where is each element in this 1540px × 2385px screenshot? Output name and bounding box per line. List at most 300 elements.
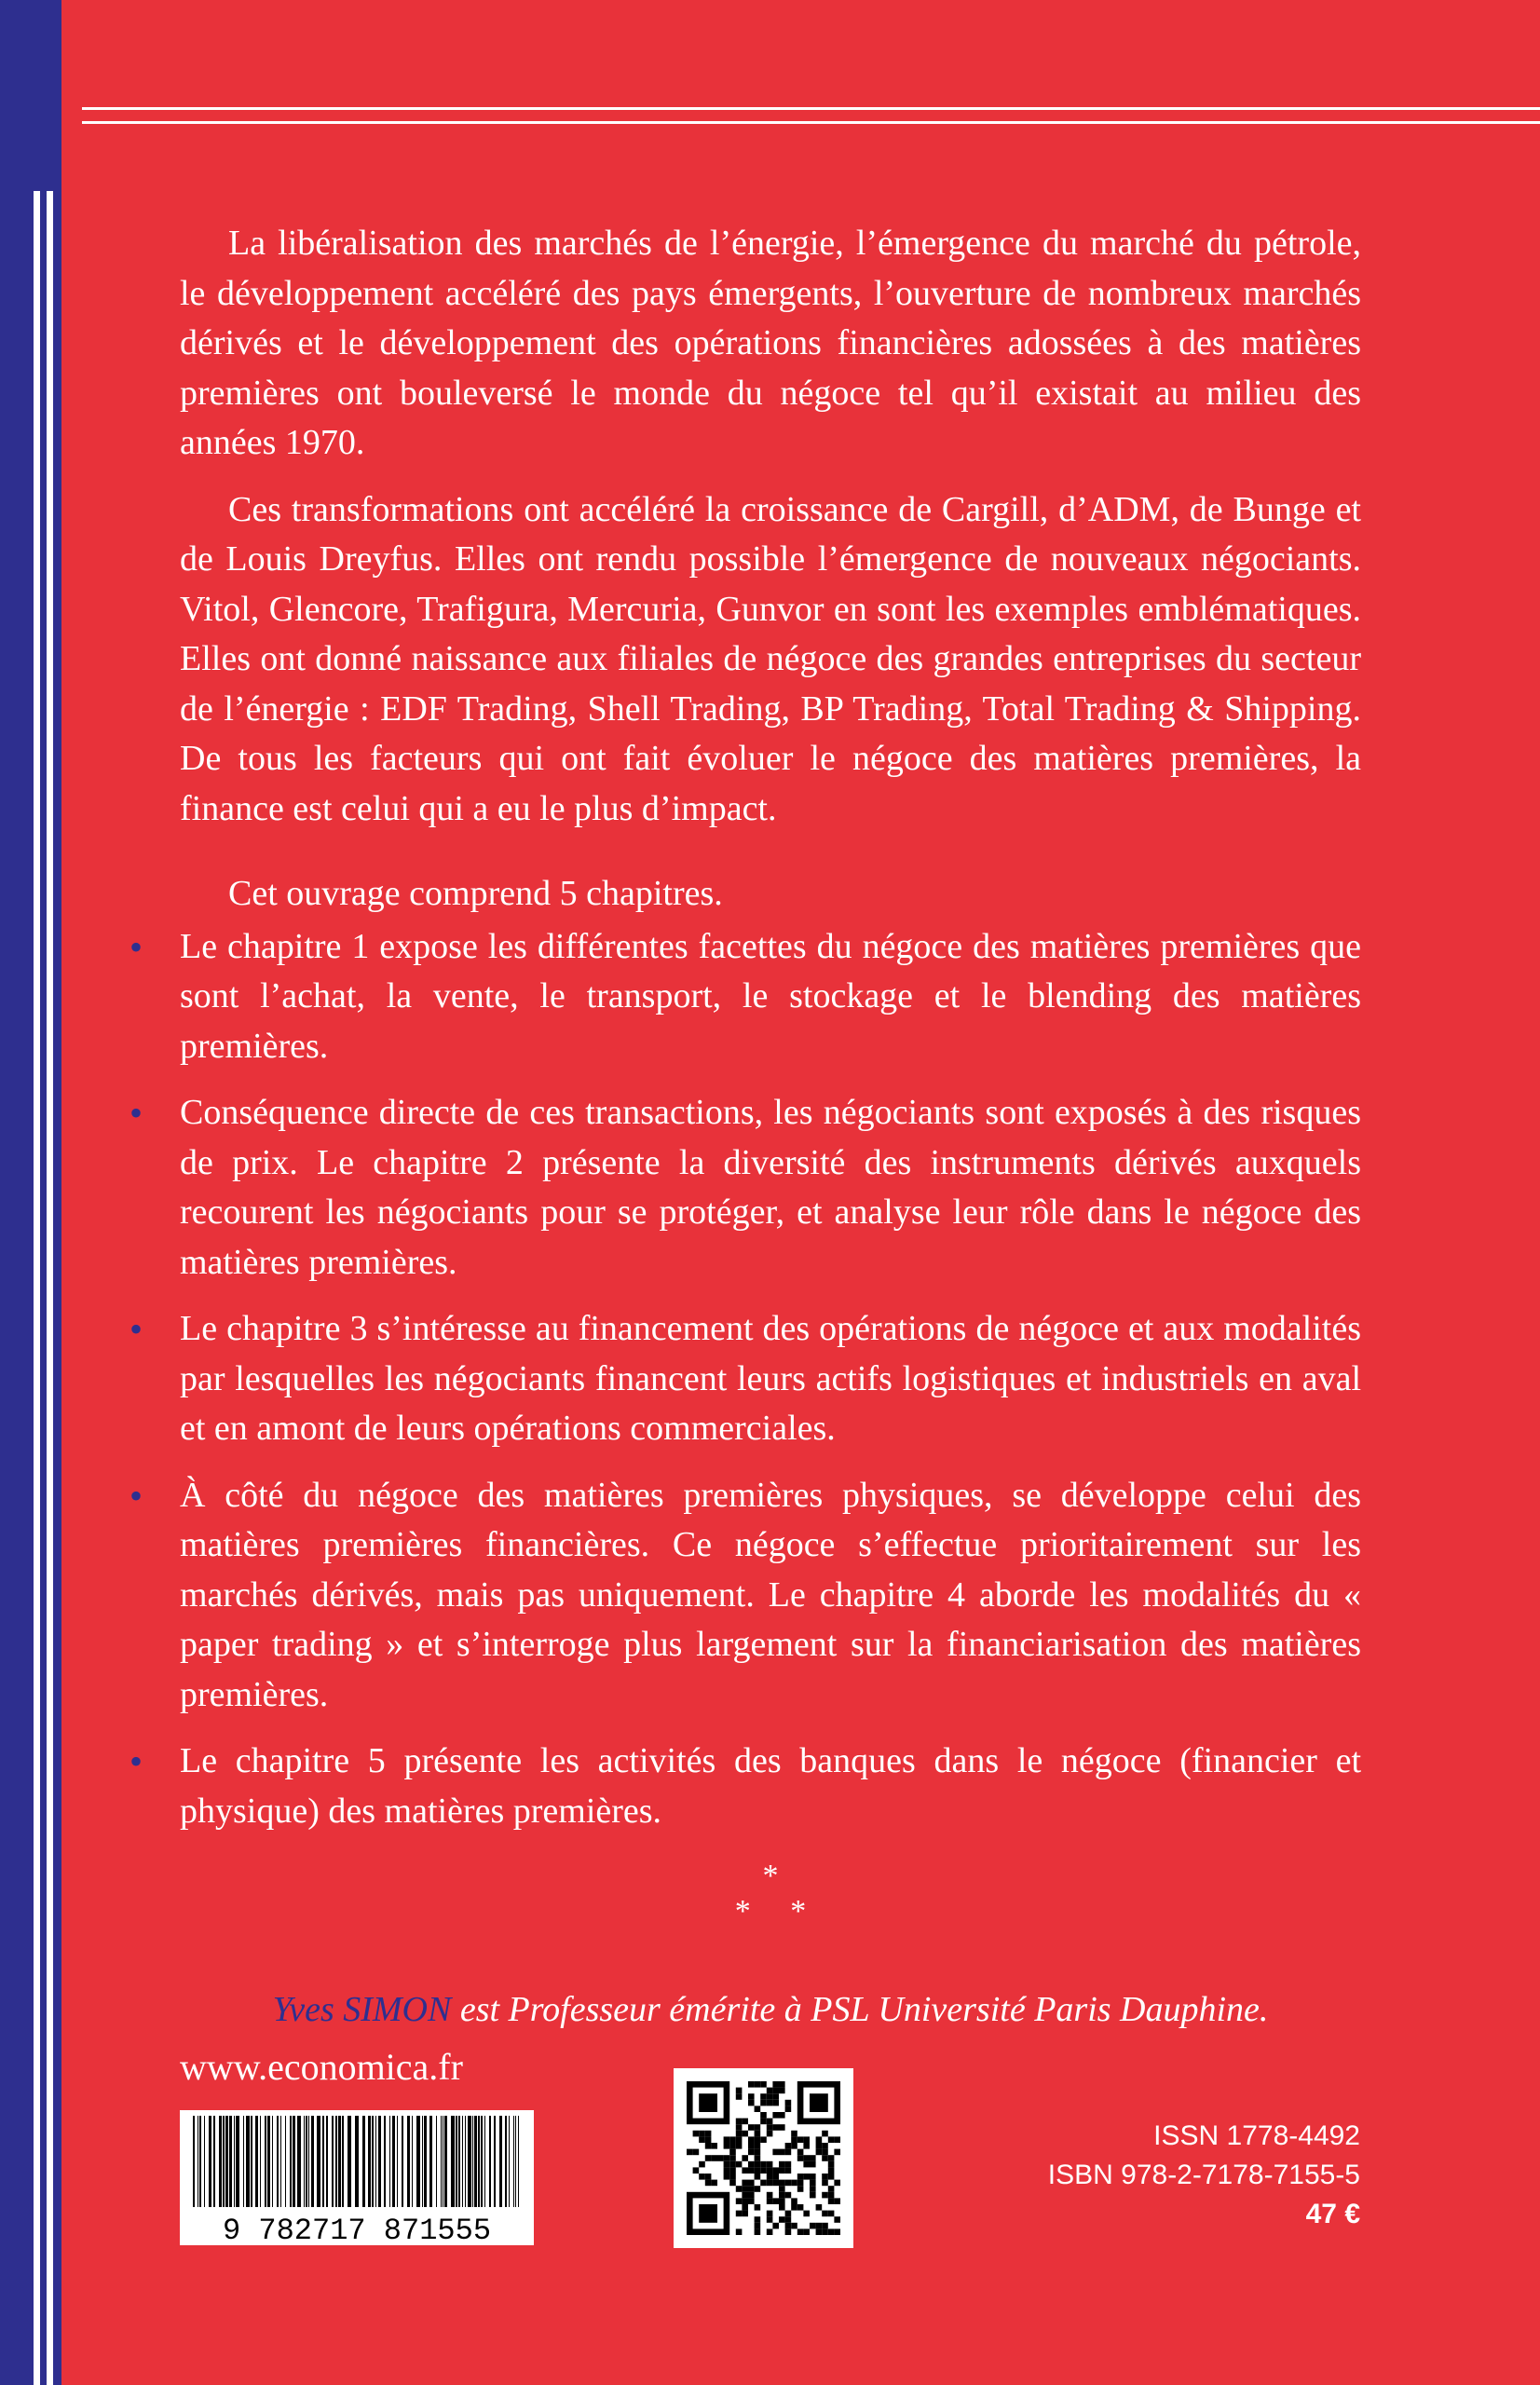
barcode-bar: [342, 2116, 344, 2207]
barcode-bar: [332, 2116, 334, 2207]
qr-module: [791, 2131, 797, 2137]
separator-stars: [180, 1859, 1361, 1929]
qr-module: [834, 2228, 840, 2235]
qr-module: [755, 2161, 761, 2168]
qr-module: [755, 2174, 761, 2180]
chapter-item: [129, 1088, 1361, 1288]
qr-module: [755, 2124, 761, 2131]
qr-module: [724, 2143, 730, 2149]
author-bio: [180, 1985, 1361, 2036]
qr-module: [736, 2131, 743, 2137]
qr-module: [748, 2149, 755, 2156]
barcode-bar: [375, 2116, 376, 2207]
barcode-bar: [422, 2116, 423, 2207]
left-white-stripe-1: [34, 191, 40, 2385]
qr-module: [767, 2088, 773, 2094]
qr-module: [736, 2143, 743, 2149]
barcode-bar: [236, 2116, 239, 2207]
qr-module: [828, 2136, 835, 2143]
barcode-number: 9 782717 871555: [222, 2214, 492, 2245]
chapter-item: [129, 922, 1361, 1072]
qr-module: [816, 2223, 823, 2229]
barcode-bar: [297, 2116, 301, 2207]
qr-module: [828, 2161, 835, 2168]
qr-module: [797, 2228, 804, 2235]
barcode-bar: [223, 2116, 225, 2207]
qr-module: [693, 2167, 700, 2174]
qr-module: [828, 2186, 835, 2192]
qr-module: [760, 2100, 767, 2106]
qr-module: [834, 2136, 840, 2143]
qr-module: [742, 2192, 748, 2199]
qr-module: [779, 2192, 785, 2199]
qr-module: [810, 2192, 816, 2199]
qr-module: [772, 2167, 779, 2174]
chapter-text: Le chapitre 1 expose les différentes facettes du négoce des matières premières que sont l’achat, la vente, le transport, le stockage et le blending des matières premières.: [180, 926, 1361, 1066]
qr-module: [828, 2174, 835, 2180]
barcode-bar: [462, 2116, 463, 2207]
qr-module: [797, 2149, 804, 2156]
qr-module: [834, 2216, 840, 2223]
qr-module: [828, 2211, 835, 2217]
qr-module: [699, 2161, 705, 2168]
qr-module: [779, 2198, 785, 2204]
chapter-text: Le chapitre 3 s’intéresse au financement des opérations de négoce et aux modalités par lesquelles les négociants financent leurs actifs logistiques et industriels en aval et en amont de leurs opérations commerciales.: [180, 1309, 1361, 1448]
qr-module: [699, 2174, 705, 2180]
qr-module: [699, 2131, 705, 2137]
qr-module: [748, 2100, 755, 2106]
barcode-bar: [458, 2116, 460, 2207]
qr-module: [779, 2112, 785, 2119]
barcode-bar: [474, 2116, 477, 2207]
qr-module: [822, 2228, 828, 2235]
qr-module: [791, 2223, 797, 2229]
qr-module: [767, 2216, 773, 2223]
qr-module: [760, 2161, 767, 2168]
bullet-icon: •: [129, 1308, 143, 1350]
qr-module: [822, 2223, 828, 2229]
barcode-bar: [219, 2116, 222, 2207]
paragraph-2: Ces transformations ont accéléré la croissance de Cargill, d’ADM, de Bunge et de Louis Dreyfus. Elles ont rendu possible l’émergence de nouveaux négociants. Vitol, Glencore, Trafigura, Mercuria, Gunvor en sont les exemples emblématiques. Elles ont donné naissance aux filiales de négoce des grandes entreprises du secteur de l’énergie : EDF Trading, Shell Trading, BP Trading, Total Trading & Shipping. De tous les facteurs qui ont fait évoluer le négoce des matières premières, la finance est celui qui a eu le plus d’impact.: [180, 489, 1361, 828]
qr-module: [779, 2216, 785, 2223]
qr-module: [822, 2174, 828, 2180]
barcode-bar: [348, 2116, 351, 2207]
qr-module: [742, 2155, 748, 2161]
qr-module: [772, 2088, 779, 2094]
qr-module: [822, 2143, 828, 2149]
barcode-bar: [229, 2116, 232, 2207]
qr-module: [822, 2192, 828, 2199]
qr-module: [797, 2174, 804, 2180]
barcode-bar: [293, 2116, 295, 2207]
barcode-bar: [246, 2116, 250, 2207]
qr-module: [803, 2155, 810, 2161]
qr-module: [772, 2100, 779, 2106]
qr-module: [772, 2112, 779, 2119]
qr-module: [834, 2198, 840, 2204]
qr-module: [748, 2186, 755, 2192]
barcode-bar: [392, 2116, 395, 2207]
barcode-bar: [322, 2116, 324, 2207]
barcode-bar: [255, 2116, 258, 2207]
qr-module: [760, 2167, 767, 2174]
qr-module: [724, 2136, 730, 2143]
qr-module: [779, 2167, 785, 2174]
qr-module: [755, 2136, 761, 2143]
qr-module: [705, 2131, 712, 2137]
qr-module: [755, 2143, 761, 2149]
qr-module: [797, 2204, 804, 2211]
barcode-bar: [444, 2116, 447, 2207]
qr-module: [767, 2198, 773, 2204]
barcode-bar: [338, 2116, 341, 2207]
barcode-bar: [505, 2116, 507, 2207]
qr-module: [687, 2149, 693, 2156]
barcode-bar: [272, 2116, 273, 2207]
qr-module: [803, 2211, 810, 2217]
barcode-bar: [204, 2116, 205, 2207]
barcode-bar: [260, 2116, 261, 2207]
qr-module: [797, 2136, 804, 2143]
qr-module: [767, 2180, 773, 2187]
qr-module: [822, 2149, 828, 2156]
barcode-bar: [513, 2116, 514, 2207]
barcode-bar: [478, 2116, 480, 2207]
back-cover-text: [129, 219, 1361, 2036]
qr-module: [724, 2155, 730, 2161]
qr-module: [816, 2228, 823, 2235]
barcode-graphic: [180, 2110, 534, 2245]
barcode-bar: [484, 2116, 485, 2207]
barcode-bar: [243, 2116, 244, 2207]
barcode: [180, 2110, 534, 2245]
chapter-item: [129, 1304, 1361, 1454]
barcode-bar: [402, 2116, 403, 2207]
qr-module: [717, 2155, 724, 2161]
barcode-bar: [335, 2116, 337, 2207]
barcode-bar: [234, 2116, 235, 2207]
qr-module: [810, 2161, 816, 2168]
qr-module: [779, 2124, 785, 2131]
qr-module: [742, 2167, 748, 2174]
publisher-website[interactable]: www.economica.fr: [180, 2046, 463, 2088]
qr-module: [779, 2186, 785, 2192]
barcode-bar: [209, 2116, 211, 2207]
qr-module: [705, 2136, 712, 2143]
qr-module: [772, 2180, 779, 2187]
barcode-bar: [368, 2116, 371, 2207]
qr-module: [767, 2161, 773, 2168]
qr-module: [705, 2155, 712, 2161]
qr-module: [785, 2192, 792, 2199]
barcode-bar: [378, 2116, 381, 2207]
qr-module: [760, 2119, 767, 2125]
qr-module: [803, 2174, 810, 2180]
qr-module: [779, 2161, 785, 2168]
left-white-stripe-2: [47, 191, 53, 2385]
qr-module: [785, 2180, 792, 2187]
qr-module: [748, 2198, 755, 2204]
barcode-bar: [290, 2116, 292, 2207]
barcode-bar: [472, 2116, 473, 2207]
qr-module: [748, 2093, 755, 2100]
qr-module: [705, 2143, 712, 2149]
qr-module: [767, 2167, 773, 2174]
qr-module: [748, 2161, 755, 2168]
qr-module: [755, 2228, 761, 2235]
qr-module: [755, 2204, 761, 2211]
qr-module: [791, 2180, 797, 2187]
barcode-bar: [277, 2116, 279, 2207]
qr-module: [748, 2167, 755, 2174]
bullet-icon: •: [129, 1474, 143, 1517]
qr-module: [729, 2155, 736, 2161]
qr-module: [736, 2088, 743, 2094]
barcode-bar: [389, 2116, 390, 2207]
qr-module: [755, 2149, 761, 2156]
qr-module: [767, 2093, 773, 2100]
qr-module: [767, 2124, 773, 2131]
qr-module: [755, 2081, 761, 2088]
qr-finder: [699, 2093, 717, 2112]
price: 47 €: [1305, 2199, 1360, 2229]
barcode-bar: [306, 2116, 307, 2207]
qr-module: [742, 2211, 748, 2217]
qr-module: [711, 2155, 717, 2161]
qr-module: [755, 2155, 761, 2161]
barcode-bar: [416, 2116, 420, 2207]
barcode-bar: [429, 2116, 432, 2207]
qr-module: [772, 2198, 779, 2204]
barcode-bar: [509, 2116, 510, 2207]
qr-module: [828, 2228, 835, 2235]
barcode-bar: [362, 2116, 365, 2207]
qr-code-graphic: [674, 2068, 853, 2248]
qr-module: [810, 2174, 816, 2180]
qr-module: [729, 2167, 736, 2174]
qr-module: [810, 2180, 816, 2187]
qr-module: [828, 2167, 835, 2174]
qr-module: [803, 2228, 810, 2235]
qr-module: [816, 2204, 823, 2211]
barcode-bar: [304, 2116, 305, 2207]
qr-module: [785, 2167, 792, 2174]
barcode-bar: [456, 2116, 457, 2207]
barcode-bar: [515, 2116, 516, 2207]
barcode-bar: [465, 2116, 466, 2207]
barcode-bar: [213, 2116, 215, 2207]
qr-module: [742, 2204, 748, 2211]
qr-code: [674, 2068, 853, 2248]
qr-module: [767, 2119, 773, 2125]
qr-module: [785, 2216, 792, 2223]
qr-module: [779, 2204, 785, 2211]
qr-module: [828, 2198, 835, 2204]
qr-module: [748, 2136, 755, 2143]
qr-module: [729, 2180, 736, 2187]
barcode-bar: [372, 2116, 374, 2207]
qr-module: [772, 2081, 779, 2088]
qr-module: [742, 2119, 748, 2125]
qr-module: [729, 2136, 736, 2143]
qr-module: [729, 2174, 736, 2180]
qr-module: [729, 2161, 736, 2168]
qr-module: [791, 2136, 797, 2143]
qr-module: [828, 2155, 835, 2161]
qr-module: [803, 2136, 810, 2143]
qr-module: [705, 2180, 712, 2187]
barcode-bar: [489, 2116, 491, 2207]
qr-module: [772, 2223, 779, 2229]
qr-module: [822, 2180, 828, 2187]
qr-module: [755, 2216, 761, 2223]
qr-module: [785, 2211, 792, 2217]
barcode-bar: [407, 2116, 410, 2207]
barcode-bar: [311, 2116, 314, 2207]
qr-module: [816, 2136, 823, 2143]
qr-module: [779, 2149, 785, 2156]
isbn: ISBN 978-2-7178-7155-5: [1047, 2160, 1360, 2190]
qr-module: [748, 2192, 755, 2199]
qr-module: [760, 2136, 767, 2143]
qr-module: [785, 2228, 792, 2235]
qr-finder: [699, 2204, 717, 2223]
paragraph-1: La libéralisation des marchés de l’énergie, l’émergence du marché du pétrole, le développement accéléré des pays émergents, l’ouverture de nombreux marchés dérivés et le développement des opérations financières adossées à des matières premières ont bouleversé le monde du négoce tel qu’il existait au milieu des années 1970.: [180, 224, 1361, 462]
qr-module: [828, 2192, 835, 2199]
qr-module: [736, 2119, 743, 2125]
qr-module: [772, 2124, 779, 2131]
qr-module: [822, 2155, 828, 2161]
qr-module: [760, 2112, 767, 2119]
chapter-text: Conséquence directe de ces transactions, les négociants sont exposés à des risques de prix. Le chapitre 2 présente la diversité des instruments dérivés auxquels recourent les négociants pour se protéger, et analyse leur rôle dans le négoce des matières premières.: [180, 1093, 1361, 1282]
qr-module: [748, 2081, 755, 2088]
qr-module: [755, 2167, 761, 2174]
barcode-bar: [193, 2116, 195, 2207]
qr-module: [755, 2223, 761, 2229]
qr-module: [748, 2180, 755, 2187]
qr-module: [736, 2186, 743, 2192]
qr-module: [736, 2161, 743, 2168]
top-white-line-1: [82, 107, 1540, 110]
bullet-icon: •: [129, 1092, 143, 1134]
qr-module: [755, 2131, 761, 2137]
qr-module: [736, 2211, 743, 2217]
qr-module: [736, 2198, 743, 2204]
barcode-bar: [494, 2116, 496, 2207]
qr-module: [797, 2180, 804, 2187]
barcode-bar: [412, 2116, 413, 2207]
qr-module: [791, 2143, 797, 2149]
qr-module: [816, 2149, 823, 2156]
qr-module: [760, 2180, 767, 2187]
barcode-bar: [225, 2116, 228, 2207]
separator-line-2: * *: [734, 1894, 807, 1928]
qr-module: [767, 2192, 773, 2199]
barcode-bar: [265, 2116, 266, 2207]
qr-module: [803, 2143, 810, 2149]
qr-module: [772, 2174, 779, 2180]
qr-module: [785, 2161, 792, 2168]
issn: ISSN 1778-4492: [1153, 2120, 1360, 2151]
qr-module: [760, 2081, 767, 2088]
qr-module: [742, 2198, 748, 2204]
barcode-bar: [355, 2116, 359, 2207]
bullet-icon: •: [129, 925, 143, 968]
qr-module: [791, 2204, 797, 2211]
qr-module: [772, 2149, 779, 2156]
qr-module: [742, 2186, 748, 2192]
separator-line-1: *: [762, 1859, 779, 1893]
qr-module: [772, 2093, 779, 2100]
qr-module: [785, 2100, 792, 2106]
qr-module: [693, 2131, 700, 2137]
barcode-bar: [518, 2116, 519, 2207]
barcode-bar: [436, 2116, 437, 2207]
barcode-bar: [384, 2116, 386, 2207]
qr-module: [767, 2211, 773, 2217]
chapter-item: [129, 1737, 1361, 1836]
barcode-bar: [481, 2116, 483, 2207]
qr-module: [785, 2223, 792, 2229]
qr-module: [810, 2223, 816, 2229]
qr-module: [760, 2093, 767, 2100]
qr-module: [705, 2174, 712, 2180]
barcode-bar: [251, 2116, 252, 2207]
barcode-bar: [280, 2116, 281, 2207]
qr-module: [810, 2186, 816, 2192]
qr-module: [822, 2211, 828, 2217]
qr-module: [767, 2100, 773, 2106]
barcode-bar: [397, 2116, 398, 2207]
qr-module: [779, 2081, 785, 2088]
qr-module: [748, 2143, 755, 2149]
qr-module: [736, 2093, 743, 2100]
qr-module: [755, 2186, 761, 2192]
qr-module: [767, 2174, 773, 2180]
barcode-bar: [499, 2116, 502, 2207]
author-bio-text: est Professeur émérite à PSL Université Paris Dauphine.: [451, 1990, 1269, 2029]
qr-module: [797, 2155, 804, 2161]
qr-module: [779, 2088, 785, 2094]
qr-module: [693, 2149, 700, 2156]
qr-module: [724, 2174, 730, 2180]
bullet-icon: •: [129, 1740, 143, 1782]
qr-module: [755, 2106, 761, 2112]
barcode-bar: [317, 2116, 320, 2207]
qr-module: [724, 2167, 730, 2174]
qr-module: [729, 2143, 736, 2149]
isbn-block: [1048, 2117, 1360, 2234]
qr-module: [779, 2180, 785, 2187]
qr-module: [748, 2124, 755, 2131]
qr-module: [736, 2228, 743, 2235]
qr-module: [736, 2124, 743, 2131]
qr-module: [699, 2136, 705, 2143]
qr-module: [816, 2143, 823, 2149]
qr-module: [810, 2155, 816, 2161]
barcode-bar: [285, 2116, 286, 2207]
qr-module: [742, 2131, 748, 2137]
qr-module: [834, 2149, 840, 2156]
qr-module: [724, 2161, 730, 2168]
qr-module: [791, 2198, 797, 2204]
barcode-bar: [441, 2116, 442, 2207]
qr-module: [822, 2131, 828, 2137]
qr-module: [729, 2149, 736, 2156]
qr-module: [736, 2136, 743, 2143]
author-name: Yves SIMON: [272, 1990, 452, 2029]
qr-module: [834, 2180, 840, 2187]
